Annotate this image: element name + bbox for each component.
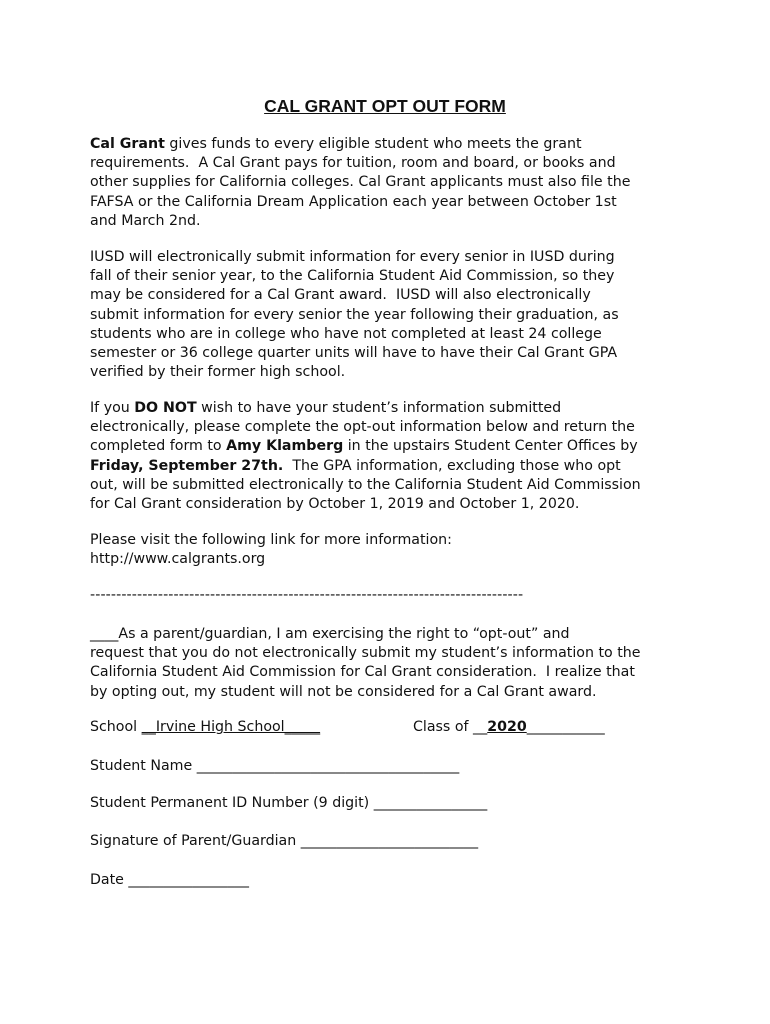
intro-paragraph bbox=[90, 135, 690, 231]
instructions-text: in the upstairs Student Center Offices by bbox=[343, 438, 638, 455]
class-of-blank: __ bbox=[473, 719, 488, 735]
instructions-line-3 bbox=[90, 437, 690, 456]
instructions-line-6: for Cal Grant consideration by October 1, 2019 and October 1, 2020. bbox=[90, 496, 580, 513]
school-label: School bbox=[90, 719, 142, 735]
school-value[interactable]: __Irvine High School_____ bbox=[141, 719, 321, 735]
date-field[interactable]: Date _________________ bbox=[90, 872, 250, 888]
iusd-line: students who are in college who have not completed at least 24 college bbox=[90, 325, 602, 342]
iusd-line: may be considered for a Cal Grant award. IUSD will also electronically bbox=[90, 287, 591, 304]
intro-line-2: requirements. A Cal Grant pays for tuition, room and board, or books and bbox=[90, 155, 616, 172]
iusd-line: verified by their former high school. bbox=[90, 364, 346, 381]
iusd-line: submit information for every senior the year following their graduation, as bbox=[90, 306, 619, 323]
more-info-paragraph bbox=[90, 531, 690, 569]
intro-line-3: other supplies for California colleges. Cal Grant applicants must also file the bbox=[90, 174, 631, 191]
instructions-text: completed form to bbox=[90, 438, 227, 455]
contact-name-bold: Amy Klamberg bbox=[226, 438, 344, 455]
class-of-blank: ___________ bbox=[526, 719, 605, 735]
intro-line-4: FAFSA or the California Dream Application each year between October 1st bbox=[90, 193, 617, 210]
statement-line[interactable]: ____As a parent/guardian, I am exercising the right to “opt-out” and bbox=[90, 626, 570, 642]
form-title: CAL GRANT OPT OUT FORM bbox=[264, 96, 506, 116]
intro-line-1 bbox=[90, 135, 690, 154]
iusd-line: semester or 36 college quarter units will have to have their Cal Grant GPA bbox=[90, 345, 618, 362]
iusd-line: IUSD will electronically submit information for every senior in IUSD during bbox=[90, 249, 615, 265]
calgrants-link[interactable]: http://www.calgrants.org bbox=[90, 551, 266, 568]
parent-signature-field[interactable]: Signature of Parent/Guardian _________________________ bbox=[90, 833, 479, 849]
deadline-bold: Friday, September 27th. bbox=[90, 457, 284, 474]
instructions-line-2: electronically, please complete the opt-out information below and return the bbox=[90, 419, 635, 436]
more-info-text: Please visit the following link for more information: bbox=[90, 532, 452, 548]
instructions-line-5: out, will be submitted electronically to the California Student Aid Commission bbox=[90, 476, 641, 493]
instructions-line-4 bbox=[90, 457, 690, 476]
cut-line-divider: ----------------------------------------------------------------------------------- bbox=[90, 587, 524, 603]
intro-line-1-text: gives funds to every eligible student who meets the grant bbox=[164, 136, 582, 152]
class-of-field[interactable] bbox=[413, 719, 605, 735]
school-field[interactable] bbox=[90, 719, 320, 735]
instructions-text: The GPA information, excluding those who opt bbox=[283, 457, 621, 474]
instructions-line-1 bbox=[90, 399, 690, 418]
class-of-label: Class of bbox=[413, 719, 474, 735]
parent-opt-out-statement bbox=[90, 625, 690, 702]
statement-line: California Student Aid Commission for Cal Grant consideration. I realize that bbox=[90, 664, 635, 681]
statement-line: by opting out, my student will not be considered for a Cal Grant award. bbox=[90, 683, 597, 700]
class-of-value[interactable]: 2020 bbox=[487, 719, 527, 735]
instructions-text: wish to have your student’s information submitted bbox=[196, 400, 562, 416]
intro-line-5: and March 2nd. bbox=[90, 212, 201, 229]
opt-out-instructions bbox=[90, 399, 690, 514]
student-id-field[interactable]: Student Permanent ID Number (9 digit) ________________ bbox=[90, 795, 488, 811]
instructions-text: If you bbox=[90, 400, 135, 416]
student-name-field[interactable]: Student Name _____________________________________ bbox=[90, 758, 460, 774]
do-not-bold: DO NOT bbox=[134, 400, 197, 416]
iusd-paragraph bbox=[90, 248, 690, 382]
cal-grant-bold: Cal Grant bbox=[90, 136, 165, 152]
iusd-line: fall of their senior year, to the California Student Aid Commission, so they bbox=[90, 268, 615, 285]
statement-line: request that you do not electronically submit my student’s information to the bbox=[90, 645, 641, 662]
